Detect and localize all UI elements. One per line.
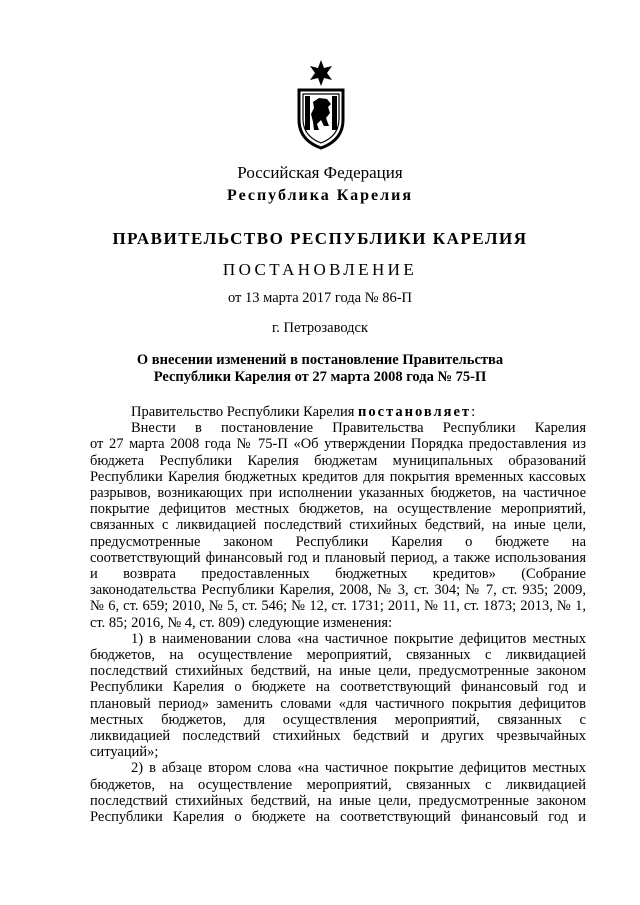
body-line: ликвидацией последствий стихийных бедствий и других чрезвычайных: [90, 728, 586, 745]
body-line: соответствующий финансовый год и плановый период, а также использования: [90, 549, 586, 566]
body-line: последствий стихийных бедствий, на иные цели, предусмотренные законом: [90, 663, 586, 680]
city: г. Петрозаводск: [271, 320, 369, 336]
intro-resolves: постановляет: [358, 404, 472, 420]
body-line: 1) в наименовании слова «на частичное покрытие дефицитов местных: [131, 630, 586, 647]
body-line: от 27 марта 2008 года № 75-П «Об утверждении Порядка предоставления из: [90, 436, 586, 453]
government-title: ПРАВИТЕЛЬСТВО РЕСПУБЛИКИ КАРЕЛИЯ: [112, 229, 528, 248]
body-line: бюджетов, на осуществление мероприятий, связанных с ликвидацией: [90, 776, 586, 793]
body-line: бюджетов, на осуществление мероприятий, связанных с ликвидацией: [90, 647, 586, 664]
body-line: и возврата предоставленных бюджетных кредитов» (Собрание: [90, 566, 586, 583]
body-line: ст. 85; 2016, № 4, ст. 809) следующие изменения:: [90, 614, 393, 631]
body-line: Внести в постановление Правительства Республики Карелия: [131, 420, 586, 437]
body-line: покрытие дефицитов местных бюджетов, на осуществление мероприятий,: [90, 501, 586, 518]
republic-name: Республика Карелия: [227, 187, 413, 204]
body-line: связанных с ликвидацией последствий стихийных бедствий, на иные цели,: [90, 517, 586, 534]
body-line: Республики Карелия бюджетных кредитов для покрытия временных кассовых: [90, 468, 586, 485]
body-line: последствий стихийных бедствий, на иные цели, предусмотренные законом: [90, 792, 586, 809]
intro-colon: :: [471, 404, 476, 420]
body-line: Республики Карелия о бюджете на соответствующий финансовый год и: [90, 809, 586, 826]
coat-of-arms-emblem: [293, 58, 349, 150]
country-name: Российская Федерация: [237, 163, 403, 182]
intro-line: [90, 404, 586, 420]
body-line: разрывов, возникающих при исполнении указанных бюджетов, на частичное: [90, 485, 586, 502]
body-line: ситуаций»;: [90, 744, 159, 761]
intro-prefix: Правительство Республики Карелия: [131, 404, 359, 420]
body-line: местных бюджетов, для осуществления мероприятий, связанных с: [90, 711, 586, 728]
body-line: Республики Карелия о бюджете на соответствующий финансовый год и: [90, 679, 586, 696]
star-icon: [310, 60, 332, 86]
title-line: Республики Карелия от 27 марта 2008 года № 75-П: [153, 369, 487, 385]
body-line: бюджета Республики Карелия бюджетам муниципальных образований: [90, 452, 586, 469]
body-line: предусмотренные законом Республики Карелия о бюджете на: [90, 533, 586, 550]
body-line: законодательства Республики Карелия, 2008, № 3, ст. 304; № 7, ст. 935; 2009,: [90, 582, 586, 599]
document-title: [0, 352, 640, 386]
document-type: ПОСТАНОВЛЕНИЕ: [222, 260, 418, 279]
body-line: плановый период» заменить словами «для частичного покрытия дефицитов: [90, 695, 586, 712]
body-line: № 6, ст. 659; 2010, № 5, ст. 546; № 12, ст. 1731; 2011, № 11, ст. 1873; 2013, № 1,: [90, 598, 586, 615]
title-line: О внесении изменений в постановление Правительства: [136, 352, 504, 368]
date-number: от 13 марта 2017 года № 86-П: [227, 290, 413, 306]
body-line: 2) в абзаце втором слова «на частичное покрытие дефицитов местных: [131, 760, 586, 777]
document-body: [90, 404, 586, 825]
